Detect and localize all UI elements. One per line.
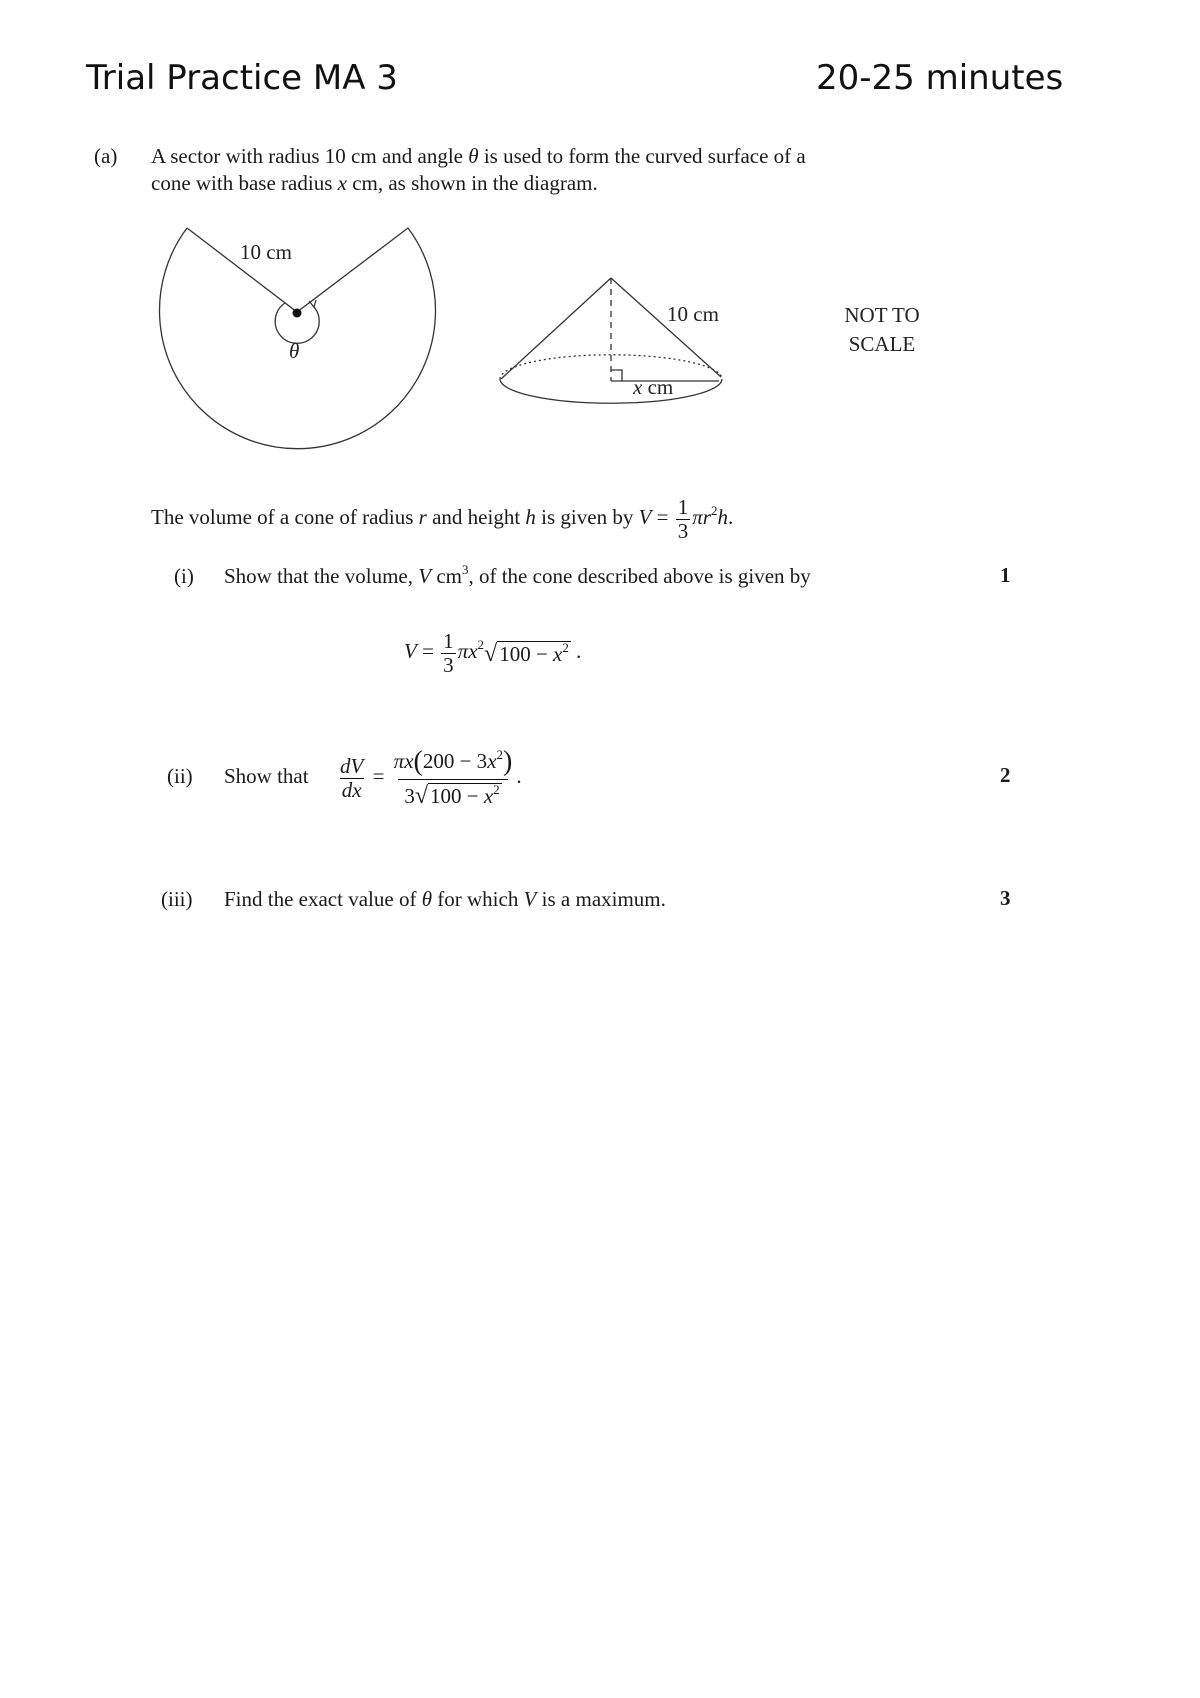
derivative-lhs: $\frac{dV}{dx}$ (340, 753, 364, 802)
part-iii-text: Find the exact value of θ for which V is a maximum. (224, 887, 666, 911)
sector-radius-label: 10 cm (240, 240, 292, 264)
not-to-scale-line-2: SCALE (848, 332, 916, 356)
sector-centre-dot (293, 309, 302, 318)
part-iii-marks: 3 (1000, 886, 1011, 910)
part-ii-text: Show that (224, 764, 309, 788)
part-ii-formula: $\frac{dV}{dx}$ = $\pi x(200 - 3x^2)$ 3 √ $100 - x^2$ . (340, 746, 522, 810)
part-i-marks: 1 (1000, 563, 1011, 587)
part-i-formula: V = $\frac{1}{3}$ $\pi x^2$ √ $100 - x^2$ . (404, 628, 582, 677)
right-angle-mark (611, 370, 622, 381)
part-label: (a) (94, 144, 118, 168)
angle-label: θ (289, 339, 300, 363)
square-root: √ $100 - x^2$ (484, 639, 569, 667)
sector-cone-diagram (0, 0, 1200, 470)
part-i-label: (i) (174, 564, 194, 588)
intro-line-1: A sector with radius 10 cm and angle θ is used to form the curved surface of a (151, 144, 806, 168)
page-title: Trial Practice MA 3 (86, 58, 398, 98)
cone-radius-label: x cm (633, 375, 674, 399)
cone-slant-label: 10 cm (667, 302, 719, 326)
not-to-scale-line-1: NOT TO (844, 303, 920, 327)
duration-label: 20-25 minutes (816, 58, 1064, 98)
fraction-one-third: $\frac{1}{3}$ (677, 494, 689, 543)
part-ii-marks: 2 (1000, 763, 1011, 787)
cone-slant-left (501, 278, 611, 379)
cone-base-front (500, 379, 722, 403)
part-i-text: Show that the volume, V $cm^3$, of the cone described above is given by (224, 562, 811, 588)
part-iii-label: (iii) (161, 887, 193, 911)
part-ii-label: (ii) (167, 764, 193, 788)
volume-formula-statement: The volume of a cone of radius r and height h is given by V = $\frac{1}{3}$ $\pi r^2h$. (151, 494, 734, 543)
derivative-rhs: $\pi x(200 - 3x^2)$ 3 √ $100 - x^2$ (393, 746, 513, 810)
cone-slant-right (611, 278, 721, 377)
intro-line-2: cone with base radius x cm, as shown in the diagram. (151, 171, 598, 195)
